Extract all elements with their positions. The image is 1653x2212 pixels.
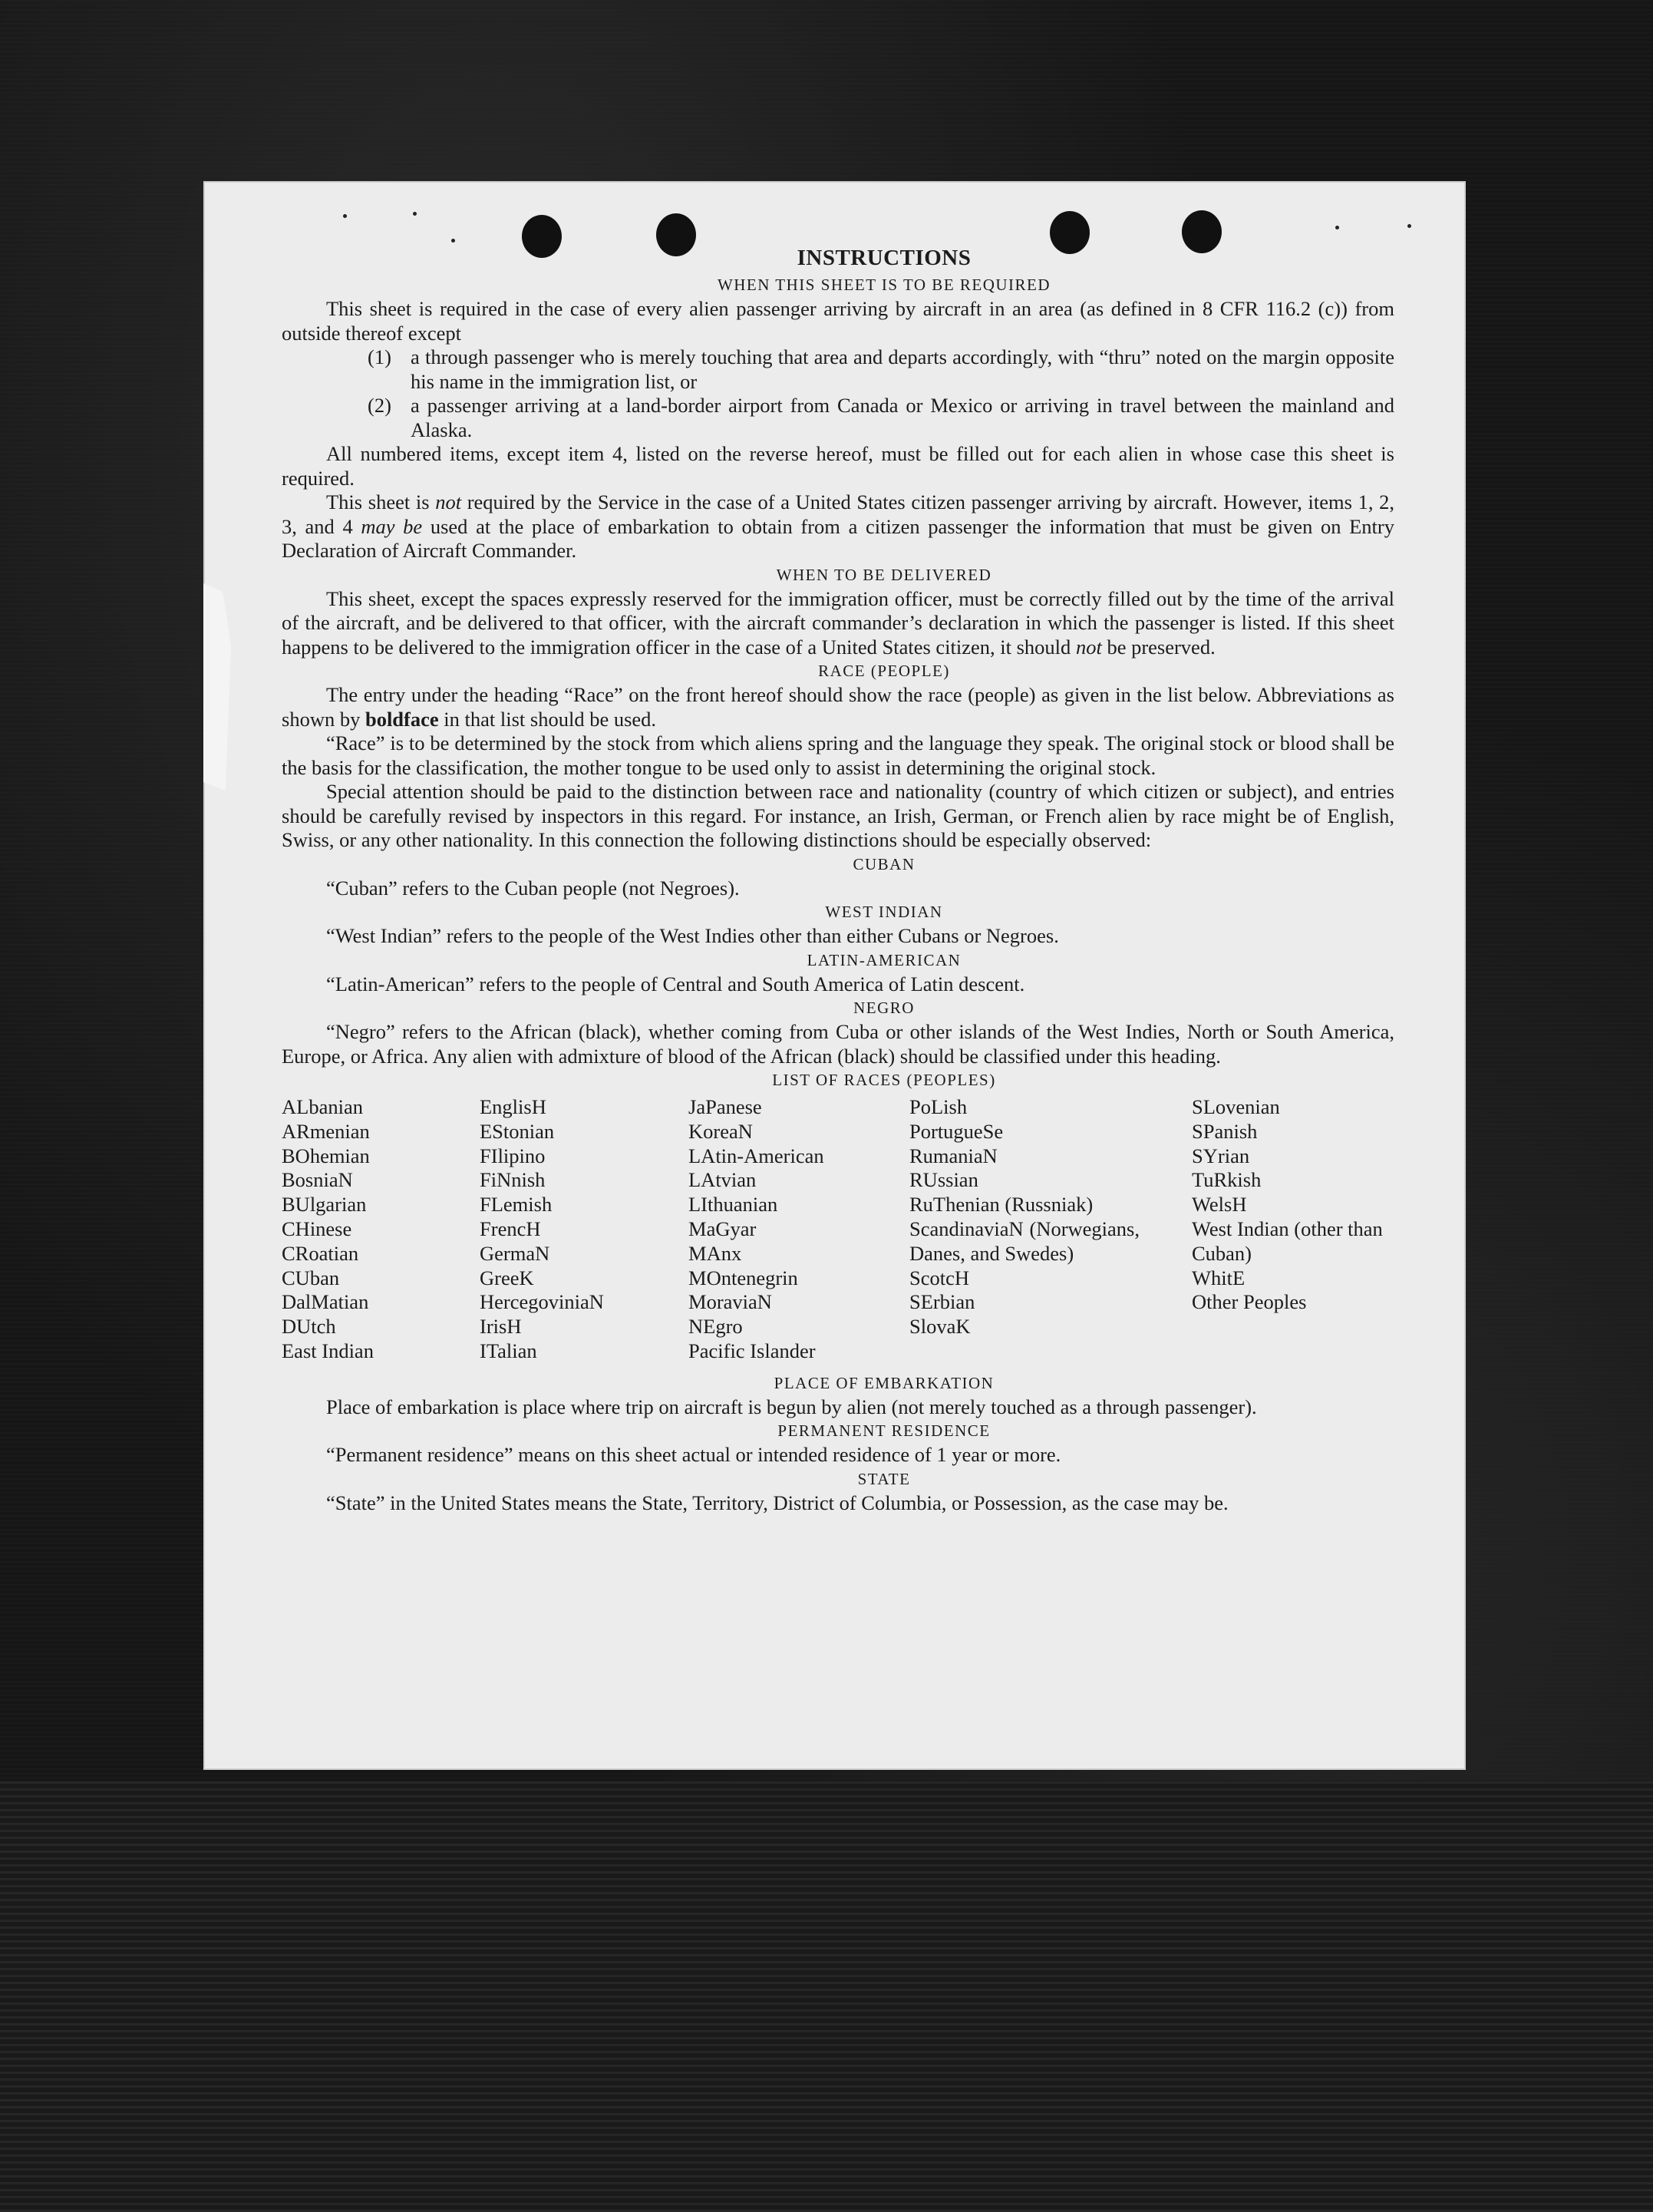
numbered-items-paragraph: All numbered items, except item 4, listed on the reverse hereof, must be filled out for each alien in whose case this sheet is required. xyxy=(282,442,1394,490)
race-entry: ScotcH xyxy=(909,1266,970,1289)
embarkation-definition: Place of embarkation is place where trip on aircraft is begun by alien (not merely touched as a through passenger). xyxy=(326,1395,1257,1418)
race-entry: ITalian xyxy=(480,1339,537,1362)
negro-definition: “Negro” refers to the African (black), whether coming from Cuba or other islands of the West Indies, North or South America, Europe, or Africa. Any alien with admixture of blood of the African (black) should be classified under this heading. xyxy=(282,1020,1394,1068)
exception-item-1 xyxy=(368,345,1394,394)
cuban-definition: “Cuban” refers to the Cuban people (not Negroes). xyxy=(326,876,740,900)
page-title: INSTRUCTIONS xyxy=(797,246,972,270)
race-column-1 xyxy=(282,1095,480,1364)
race-entry: BosniaN xyxy=(282,1168,353,1192)
exception-number: (1) xyxy=(368,345,391,368)
race-entry: LIthuanian xyxy=(688,1193,778,1217)
west-indian-definition: “West Indian” refers to the people of the West Indies other than either Cubans or Negroes. xyxy=(326,924,1059,947)
exception-text: a through passenger who is merely touching that area and departs accordingly, with “thru” noted on the margin opposite his name in the immigration list, or xyxy=(411,345,1394,393)
race-entry: FrencH xyxy=(480,1217,541,1240)
race-entry: MOntenegrin xyxy=(688,1266,798,1289)
heading-latin-american: LATIN-AMERICAN xyxy=(807,950,962,969)
race-column-4 xyxy=(909,1095,1192,1364)
race-column-3 xyxy=(688,1095,909,1364)
race-entry: SYrian xyxy=(1192,1144,1250,1167)
race-column-5 xyxy=(1192,1095,1394,1364)
race-entry: FIlipino xyxy=(480,1144,546,1167)
race-entry: ARmenian xyxy=(282,1119,370,1143)
exception-number: (2) xyxy=(368,394,391,417)
race-list xyxy=(282,1095,1394,1364)
race-entry: HercegoviniaN xyxy=(480,1290,604,1314)
speck xyxy=(343,214,347,218)
race-entry: WhitE xyxy=(1192,1266,1246,1289)
race-entry: KoreaN xyxy=(688,1119,753,1143)
speck xyxy=(1335,226,1339,229)
heading-embarkation: PLACE OF EMBARKATION xyxy=(774,1373,995,1392)
heading-permanent-residence: PERMANENT RESIDENCE xyxy=(777,1421,991,1441)
heading-cuban: CUBAN xyxy=(853,854,916,873)
heading-list-of-races: LIST OF RACES (PEOPLES) xyxy=(772,1071,996,1089)
race-entry: RUssian xyxy=(909,1168,978,1192)
race-entry: NEgro xyxy=(688,1315,743,1339)
delivered-text-b: be preserved. xyxy=(1101,635,1216,659)
race-entry: WelsH xyxy=(1192,1193,1247,1217)
race-entry: CRoatian xyxy=(282,1241,359,1265)
exception-text: a passenger arriving at a land-border airport from Canada or Mexico or arriving in travel between the mainland and Alaska. xyxy=(411,394,1394,441)
race-entry: RumaniaN xyxy=(909,1144,998,1167)
race-entry: JaPanese xyxy=(688,1095,762,1118)
citizen-emphasis-may-be: may be xyxy=(361,514,423,538)
race-entry: ScandinaviaN (Norwegians, Danes, and Swedes) xyxy=(909,1217,1140,1265)
race-entry: PortugueSe xyxy=(909,1119,1004,1143)
race-entry: Other Peoples xyxy=(1192,1290,1307,1314)
race-text-a: The entry under the heading “Race” on the front hereof should show the race (people) as given in the list below. Abbreviations as shown by xyxy=(282,683,1394,731)
latin-american-definition: “Latin-American” refers to the people of Central and South America of Latin descent. xyxy=(326,972,1025,995)
race-entry: EStonian xyxy=(480,1119,555,1143)
race-entry: MaGyar xyxy=(688,1217,757,1240)
race-entry: DalMatian xyxy=(282,1290,369,1314)
race-entry: MoraviaN xyxy=(688,1290,772,1314)
scan-bottom-band xyxy=(0,1781,1653,2212)
delivered-text-a: This sheet, except the spaces expressly reserved for the immigration officer, must be correctly filled out by the time of the arrival of the aircraft, and be delivered to that officer, with the aircraft commander’s declaration in which the passenger is listed. If this sheet happens to be delivered to the immigration officer in the case of a United States citizen, it should xyxy=(282,586,1394,659)
speck xyxy=(413,212,417,216)
when-required-intro: This sheet is required in the case of every alien passenger arriving by aircraft in an area (as defined in 8 CFR 116.2 (c)) from outside thereof except xyxy=(282,297,1394,345)
race-entry: BUlgarian xyxy=(282,1193,367,1217)
race-column-2 xyxy=(480,1095,688,1364)
race-entry: MAnx xyxy=(688,1241,742,1265)
citizen-emphasis-not: not xyxy=(435,490,462,513)
race-entry: Pacific Islander xyxy=(688,1339,816,1362)
race-entry: GreeK xyxy=(480,1266,534,1289)
race-entry: SErbian xyxy=(909,1290,975,1314)
heading-state: STATE xyxy=(857,1469,911,1488)
race-entry: CHinese xyxy=(282,1217,352,1240)
race-entry: BOhemian xyxy=(282,1144,370,1167)
race-paragraph-1 xyxy=(282,683,1394,731)
instructions-content xyxy=(282,243,1394,1515)
race-entry: ALbanian xyxy=(282,1095,363,1118)
race-entry: SLovenian xyxy=(1192,1095,1280,1118)
race-paragraph-2: “Race” is to be determined by the stock from which aliens spring and the language they speak. The original stock or blood shall be the basis for the classification, the mother tongue to be used only to assist in determining the original stock. xyxy=(282,731,1394,779)
citizen-text-b: required by the Service in the case of a United States citizen passenger arriving by aircraft. However, items 1, 2, 3, and 4 xyxy=(282,490,1394,538)
race-entry: FiNnish xyxy=(480,1168,546,1192)
race-entry: FLemish xyxy=(480,1193,553,1217)
race-entry: TuRkish xyxy=(1192,1168,1262,1192)
race-entry: DUtch xyxy=(282,1315,336,1339)
heading-race: RACE (PEOPLE) xyxy=(818,662,950,680)
race-entry: LAtin-American xyxy=(688,1144,824,1167)
heading-when-delivered: WHEN TO BE DELIVERED xyxy=(776,565,992,584)
citizen-text-c: used at the place of embarkation to obtain from a citizen passenger the information that must be given on Entry Declaration of Aircraft Commander. xyxy=(282,514,1394,562)
race-entry: LAtvian xyxy=(688,1168,757,1192)
race-entry: PoLish xyxy=(909,1095,968,1118)
race-boldface-word: boldface xyxy=(365,707,439,731)
race-entry: SPanish xyxy=(1192,1119,1258,1143)
heading-west-indian: WEST INDIAN xyxy=(825,903,943,921)
state-definition: “State” in the United States means the State, Territory, District of Columbia, or Possession, as the case may be. xyxy=(326,1491,1229,1514)
race-entry: RuThenian (Russniak) xyxy=(909,1193,1094,1217)
heading-negro: NEGRO xyxy=(853,999,915,1017)
citizen-text-a: This sheet is xyxy=(326,490,436,513)
race-entry: West Indian (other than Cuban) xyxy=(1192,1217,1383,1265)
race-entry: SlovaK xyxy=(909,1315,971,1339)
race-paragraph-3: Special attention should be paid to the distinction between race and nationality (country of which citizen or subject), and entries should be carefully revised by inspectors in this regard. For instance, an Irish, German, or French alien by race might be of English, Swiss, or any other nationality. In this connection the following distinctions should be especially observed: xyxy=(282,780,1394,851)
race-entry: CUban xyxy=(282,1266,340,1289)
race-entry: EnglisH xyxy=(480,1095,546,1118)
speck xyxy=(1407,224,1411,228)
delivered-paragraph xyxy=(282,587,1394,660)
residence-definition: “Permanent residence” means on this sheet actual or intended residence of 1 year or more. xyxy=(326,1443,1061,1467)
citizen-paragraph xyxy=(282,490,1394,563)
heading-when-required: WHEN THIS SHEET IS TO BE REQUIRED xyxy=(717,276,1051,294)
delivered-emphasis: not xyxy=(1075,635,1102,659)
race-entry: IrisH xyxy=(480,1315,522,1339)
race-entry: GermaN xyxy=(480,1241,550,1265)
race-entry: East Indian xyxy=(282,1339,374,1362)
exception-item-2 xyxy=(368,394,1394,442)
race-text-b: in that list should be used. xyxy=(438,707,657,731)
